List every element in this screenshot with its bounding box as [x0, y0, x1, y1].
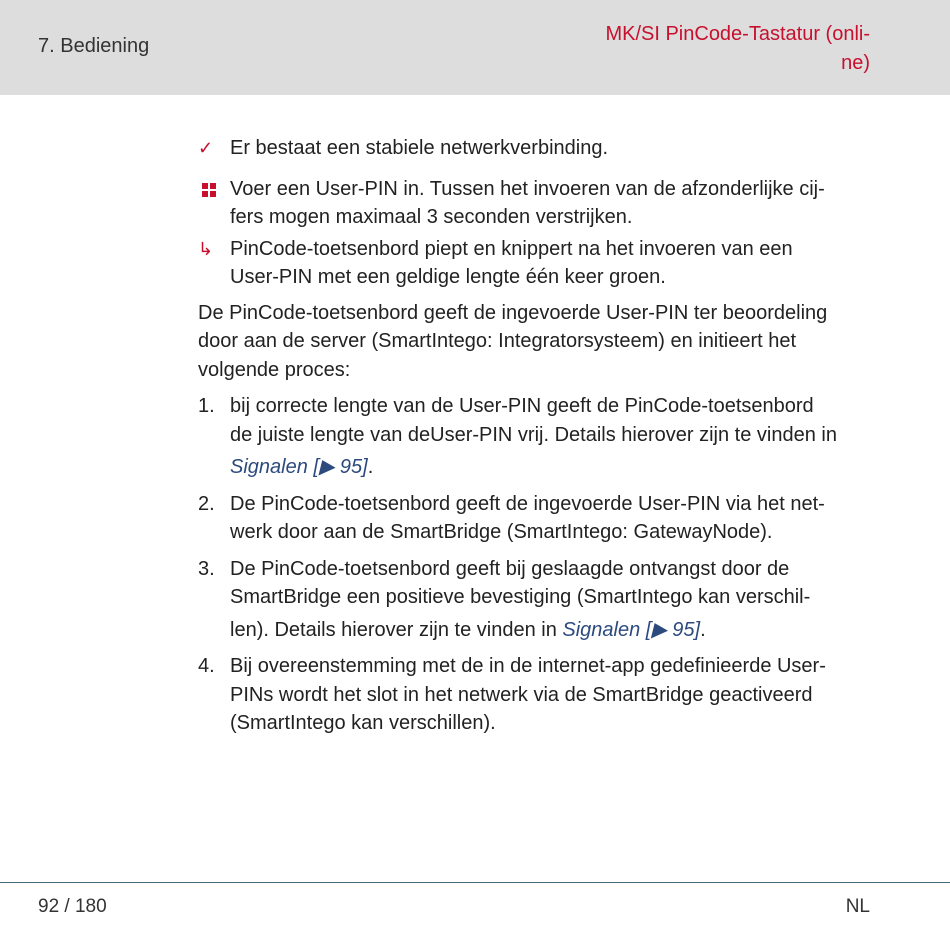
paragraph-line-1: De PinCode-toetsenbord geeft de ingevoerde User-PIN ter beoordeling	[198, 301, 828, 324]
step-number: 3.	[198, 557, 215, 580]
step-line: bij correcte lengte van de User-PIN geeft de PinCode-toetsenbord	[230, 395, 814, 417]
result-line-2: User-PIN met een geldige lengte één keer groen.	[230, 266, 666, 288]
step-item-3	[198, 555, 868, 645]
product-title-line-2: ne)	[841, 52, 870, 74]
signalen-link[interactable]: Signalen [▶ 95]	[562, 618, 701, 641]
step-text: len). Details hierover zijn te vinden in	[230, 618, 563, 641]
step-line: de juiste lengte van deUser-PIN vrij. Details hierover zijn te vinden in	[230, 423, 837, 446]
action-item	[198, 175, 868, 232]
step-line: De PinCode-toetsenbord geeft bij geslaagde ontvangst door de	[230, 557, 790, 580]
precondition-item	[198, 134, 868, 163]
step-number: 2.	[198, 492, 215, 515]
precondition-text: Er bestaat een stabiele netwerkverbinding.	[230, 137, 609, 159]
page-header	[0, 0, 950, 95]
step-line: SmartBridge een positieve bevestiging (SmartIntego kan verschil-	[230, 586, 811, 608]
step-line	[230, 453, 868, 482]
step-line: werk door aan de SmartBridge (SmartIntego: GatewayNode).	[230, 521, 773, 543]
product-title-line-1: MK/SI PinCode-Tastatur (onli-	[605, 23, 870, 45]
step-period: .	[700, 618, 706, 641]
action-line-1: Voer een User-PIN in. Tussen het invoeren van de afzonderlijke cij-	[230, 177, 825, 200]
body-paragraph	[198, 299, 868, 385]
step-line	[230, 616, 868, 645]
footer-divider	[0, 882, 950, 883]
page-number: 92 / 180	[38, 896, 107, 917]
step-line: De PinCode-toetsenbord geeft de ingevoerde User-PIN via het net-	[230, 492, 825, 515]
step-item-1	[198, 392, 868, 482]
step-period: .	[367, 456, 374, 478]
check-icon: ✓	[198, 138, 214, 158]
action-squares-icon	[202, 183, 216, 197]
paragraph-line-2: door aan de server (SmartIntego: Integratorsysteem) en initieert het	[198, 330, 797, 352]
product-title	[550, 20, 870, 78]
step-line: (SmartIntego kan verschillen).	[230, 712, 496, 734]
result-arrow-icon: ↳	[198, 238, 214, 259]
step-line: PINs wordt het slot in het netwerk via de SmartBridge geactiveerd	[230, 683, 813, 706]
step-number: 4.	[198, 655, 215, 677]
step-number: 1.	[198, 395, 215, 417]
page-content	[198, 134, 868, 738]
result-item	[198, 235, 868, 292]
result-line-1: PinCode-toetsenbord piept en knippert na het invoeren van een	[230, 237, 793, 260]
section-title: 7. Bediening	[38, 35, 150, 57]
step-item-4	[198, 652, 868, 738]
step-line: Bij overeenstemming met de in de internet-app gedefinieerde User-	[230, 655, 826, 677]
step-item-2	[198, 490, 868, 547]
paragraph-line-3: volgende proces:	[198, 358, 351, 381]
signalen-link[interactable]: Signalen [▶ 95]	[230, 456, 368, 478]
action-line-2: fers mogen maximaal 3 seconden verstrijken.	[230, 206, 633, 228]
language-code: NL	[845, 896, 870, 917]
